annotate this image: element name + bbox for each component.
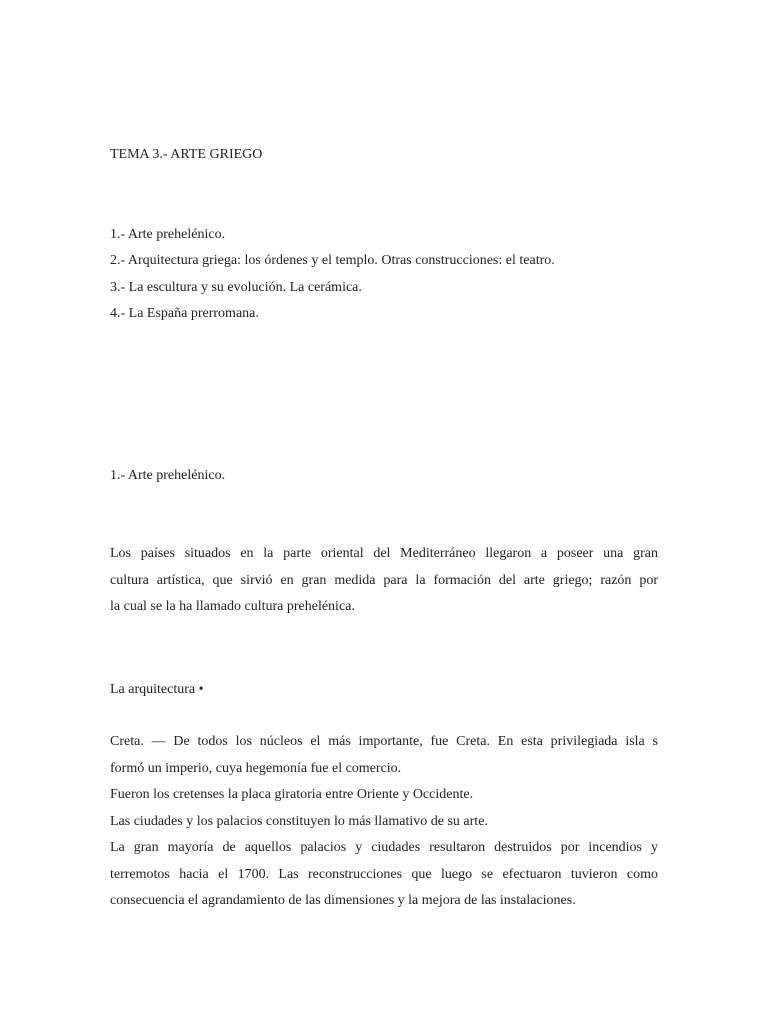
creta-paragraph (110, 729, 658, 915)
creta-line-3: Fueron los cretenses la placa giratoria entre Oriente y Occidente. (110, 787, 474, 802)
intro-line-2: cultura artística, que sirvió en gran medida para la formación del arte griego; razón por (110, 572, 658, 588)
toc-item-1: 1.- Arte prehelénico. (110, 227, 226, 242)
toc-item-4: 4.- La España prerromana. (110, 306, 259, 321)
architecture-heading: La arquitectura • (110, 682, 204, 697)
creta-line-1: Creta. — De todos los núcleos el más importante, fue Creta. En esta privilegiada isla s (110, 734, 658, 749)
intro-line-3: la cual se la ha llamado cultura prehelénica. (110, 599, 355, 614)
intro-line-1: Los países situados en la parte oriental del Mediterráneo llegaron a poseer una gran (110, 546, 658, 561)
toc-item-2: 2.- Arquitectura griega: los órdenes y el templo. Otras construcciones: el teatro. (110, 253, 555, 268)
creta-line-4: Las ciudades y los palacios constituyen lo más llamativo de su arte. (110, 813, 488, 829)
creta-line-2: formó un imperio, cuya hegemonía fue el comercio. (110, 760, 402, 776)
toc-item-3: 3.- La escultura y su evolución. La cerámica. (110, 280, 362, 295)
intro-paragraph (110, 541, 658, 621)
section-heading: 1.- Arte prehelénico. (110, 468, 226, 483)
document-title: TEMA 3.- ARTE GRIEGO (110, 147, 263, 162)
creta-line-5: La gran mayoría de aquellos palacios y ciudades resultaron destruidos por incendios y (110, 840, 658, 855)
creta-line-7: consecuencia el agrandamiento de las dimensiones y la mejora de las instalaciones. (110, 893, 576, 908)
creta-line-6: terremotos hacia el 1700. Las reconstrucciones que luego se efectuaron tuvieron como (110, 866, 658, 882)
